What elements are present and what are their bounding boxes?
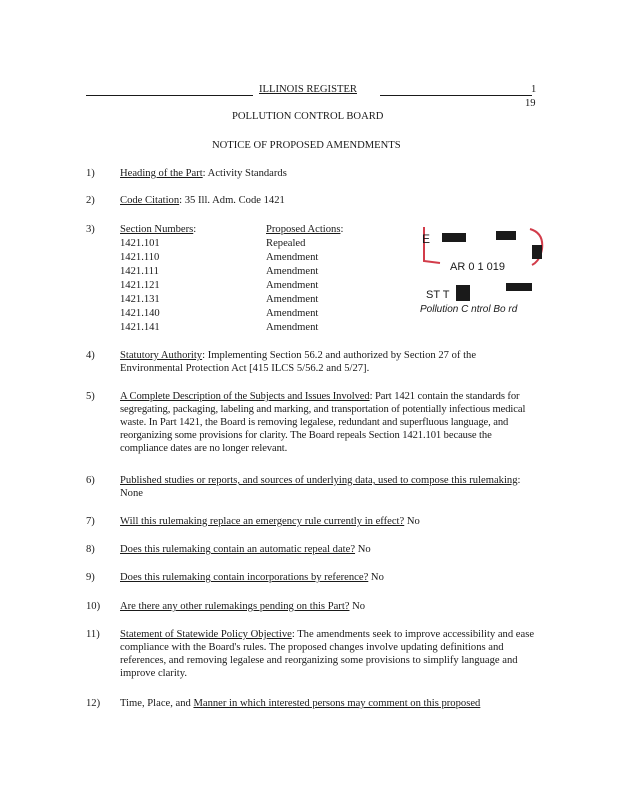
item-heading [120,571,384,584]
item-lead: Time, Place, and [120,698,194,709]
item-number: 11) [86,629,100,640]
item-number: 1) [86,168,95,179]
item-label: A Complete Description of the Subjects and Issues Involved [120,391,370,402]
item-label: Will this rulemaking replace an emergency rule currently in effect? [120,516,405,527]
item-number: 7) [86,516,95,527]
section-number: 1421.140 [120,308,160,319]
section-number: 1421.110 [120,252,160,263]
item-value: No [368,572,384,583]
stamp-line-4: Pollution C ntrol Bo rd [420,304,518,315]
item-value: : None [120,475,521,499]
redaction-block [532,245,542,259]
item-number: 10) [86,601,101,612]
item-value: : Activity Standards [202,168,287,179]
board-name: POLLUTION CONTROL BOARD [232,111,384,122]
register-year: 19 [525,98,536,109]
item-value: : The amendments seek to improve accessibility and ease compliance with the Board's rules. The proposed changes involve updating definitions and references, and removing legalese and reorganizing some provisions to simplify language and improve clarity. [120,629,535,679]
item-heading [120,167,287,180]
section-action: Amendment [266,308,319,319]
item-label: Does this rulemaking contain incorporations by reference? [120,572,369,583]
section-action: Amendment [266,252,319,263]
item-value: No [355,544,371,555]
item-heading [120,515,420,528]
item-number: 3) [86,224,95,235]
item-heading [120,194,285,207]
received-stamp [412,221,548,321]
item-paragraph [120,349,540,375]
item-number: 5) [86,391,95,402]
section-action: Amendment [266,266,319,277]
stamp-line-1: E [422,232,431,246]
redaction-block [456,285,470,301]
stamp-date: AR 0 1 019 [450,261,506,273]
section-action: Repealed [266,238,306,249]
item-number: 2) [86,195,95,206]
redaction-block [506,283,532,291]
item-value: No [349,601,366,612]
item-value: : 35 Ill. Adm. Code 1421 [179,195,285,206]
item-number: 9) [86,572,95,583]
item-paragraph [120,390,540,455]
item-label: Statement of Statewide Policy Objective [120,629,292,640]
item-label: Manner in which interested persons may comment on this proposed [193,698,481,709]
item-heading [120,697,480,710]
item-label: Published studies or reports, and sources of underlying data, used to compose this rulemaking [120,475,518,486]
section-number: 1421.131 [120,294,160,305]
section-numbers-header: Section Numbers: [120,224,197,235]
item-value: : Implementing Section 56.2 and authorized by Section 27 of the Environmental Protection Act [415 ILCS 5/56.2 and 5/27]. [120,350,477,374]
header-rule-left [86,95,253,96]
item-label: Are there any other rulemakings pending on this Part? [120,601,350,612]
item-number: 4) [86,350,95,361]
item-value: No [404,516,420,527]
section-action: Amendment [266,280,319,291]
item-number: 6) [86,475,95,486]
section-number: 1421.141 [120,322,160,333]
redaction-block [496,231,516,240]
stamp-line-3: ST T [426,289,450,301]
item-label: Heading of the Part [120,168,203,179]
item-number: 12) [86,698,101,709]
item-heading [120,600,365,613]
stamp-graphic [412,221,548,321]
page-number: 1 [531,84,537,95]
proposed-actions-header: Proposed Actions: [266,224,344,235]
item-paragraph [120,628,540,680]
section-number: 1421.111 [120,266,159,277]
section-number: 1421.121 [120,280,160,291]
notice-title: NOTICE OF PROPOSED AMENDMENTS [212,140,401,151]
item-value: : Part 1421 contain the standards for segregating, packaging, labeling and marking, and transportation of potentially infectious medical waste. In Part 1421, the Board is removing legalese, redundant and superfluous language, and reorganizing some provisions for clarity. The Board repeals Section 1421.101 because the compliance dates are no longer relevant. [120,391,526,454]
section-number: 1421.101 [120,238,160,249]
section-action: Amendment [266,322,319,333]
item-heading [120,543,371,556]
item-label: Code Citation [120,195,180,206]
section-action: Amendment [266,294,319,305]
item-label: Does this rulemaking contain an automatic repeal date? [120,544,356,555]
item-paragraph [120,474,530,500]
register-title: ILLINOIS REGISTER [259,84,357,95]
redaction-block [442,233,466,242]
header-rule-right [380,95,532,96]
item-label: Statutory Authority [120,350,203,361]
item-number: 8) [86,544,95,555]
